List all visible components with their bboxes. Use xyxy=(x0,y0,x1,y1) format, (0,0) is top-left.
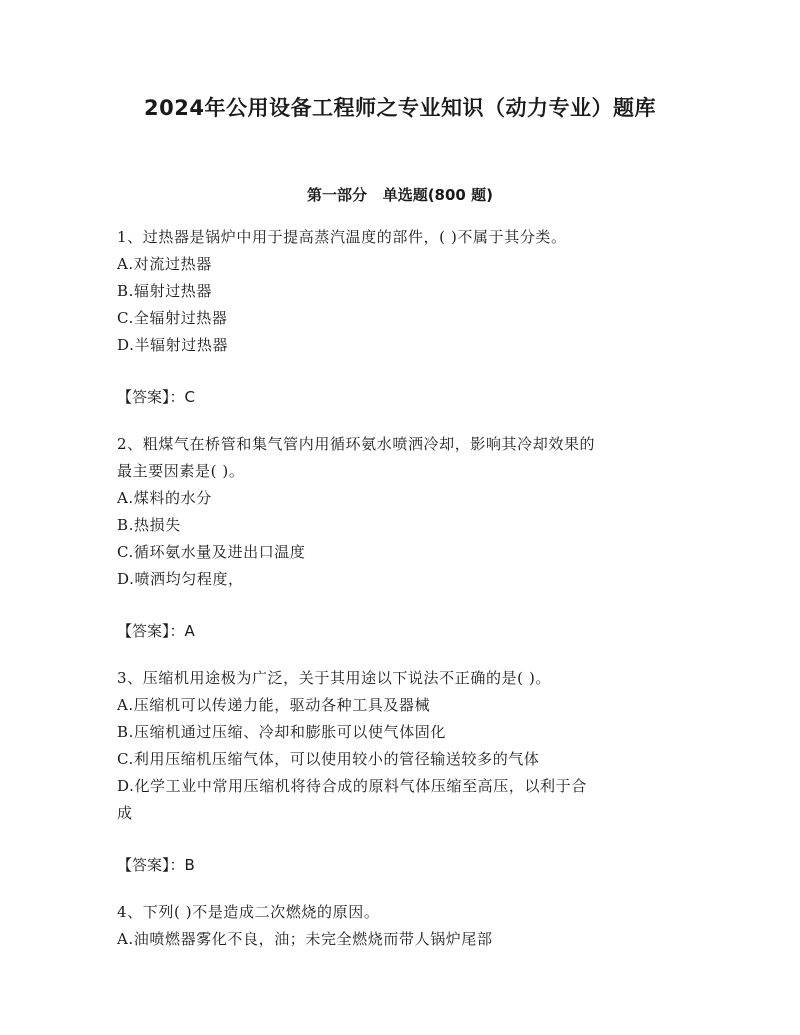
option-b: B.热损失 xyxy=(117,516,181,534)
option-c: C.利用压缩机压缩气体，可以使用较小的管径输送较多的气体 xyxy=(117,750,540,768)
question-stem: 1、过热器是锅炉中用于提高蒸汽温度的部件，( )不属于其分类。 xyxy=(117,228,567,246)
answer-value: C xyxy=(184,388,195,406)
answer-label: 【答案】： xyxy=(117,856,185,874)
question-stem: 3、压缩机用途极为广泛，关于其用途以下说法不正确的是( )。 xyxy=(117,669,552,687)
question-1 xyxy=(117,224,687,411)
option-d: D.半辐射过热器 xyxy=(117,336,229,354)
question-stem: 4、下列( )不是造成二次燃烧的原因。 xyxy=(117,903,380,921)
question-stem-cont: 最主要因素是( )。 xyxy=(117,462,245,480)
option-d: D.喷洒均匀程度， xyxy=(117,570,244,588)
answer-label: 【答案】： xyxy=(117,388,185,406)
section-heading: 第一部分 单选题(800 题) xyxy=(307,186,493,204)
option-b: B.压缩机通过压缩、冷却和膨胀可以使气体固化 xyxy=(117,723,446,741)
question-list xyxy=(117,224,687,953)
option-d: D.化学工业中常用压缩机将待合成的原料气体压缩至高压，以利于合 xyxy=(117,777,587,795)
answer-value: B xyxy=(184,856,195,874)
option-a: A.油喷燃器雾化不良，油；未完全燃烧而带人锅炉尾部 xyxy=(117,930,493,948)
option-a: A.煤料的水分 xyxy=(117,489,212,507)
question-2 xyxy=(117,431,687,645)
option-b: B.辐射过热器 xyxy=(117,282,212,300)
option-c: C.全辐射过热器 xyxy=(117,309,228,327)
question-4 xyxy=(117,899,687,953)
option-c: C.循环氨水量及进出口温度 xyxy=(117,543,306,561)
question-stem: 2、粗煤气在桥管和集气管内用循环氨水喷洒冷却，影响其冷却效果的 xyxy=(117,435,596,453)
answer-line xyxy=(117,384,687,411)
option-a: A.对流过热器 xyxy=(117,255,212,273)
answer-line xyxy=(117,852,687,879)
answer-line xyxy=(117,618,687,645)
question-3 xyxy=(117,665,687,879)
option-a: A.压缩机可以传递力能，驱动各种工具及器械 xyxy=(117,696,431,714)
answer-label: 【答案】： xyxy=(117,622,185,640)
answer-value: A xyxy=(184,622,195,640)
document-title: 2024年公用设备工程师之专业知识（动力专业）题库 xyxy=(144,96,656,120)
option-d-cont: 成 xyxy=(117,804,133,822)
